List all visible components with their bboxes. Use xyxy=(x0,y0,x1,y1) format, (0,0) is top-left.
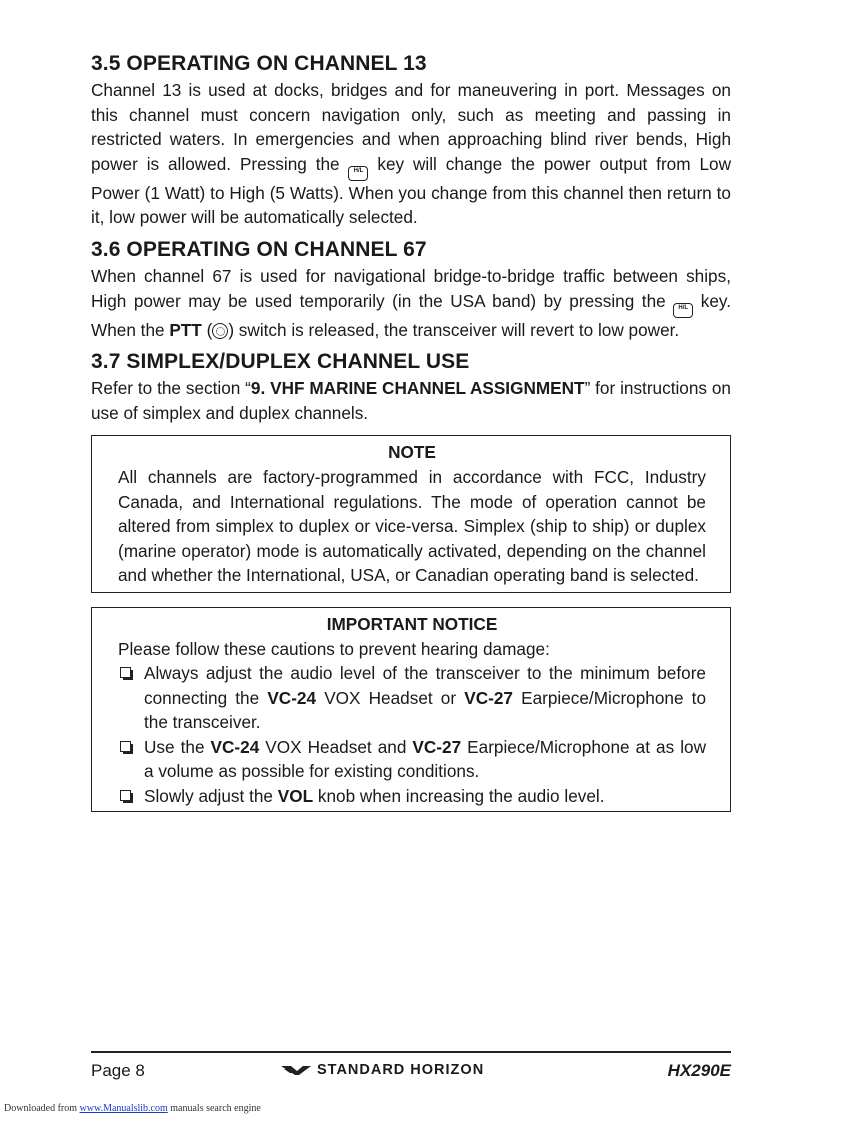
important-notice-title: IMPORTANT NOTICE xyxy=(326,613,498,634)
text-run: manuals search engine xyxy=(167,1103,261,1114)
page-content xyxy=(91,50,731,826)
text-run: Slowly adjust the xyxy=(144,786,278,807)
text-run: ( xyxy=(201,319,213,340)
hl-key-icon: H/L xyxy=(673,303,693,318)
vol-label: VOL xyxy=(277,786,314,807)
text-run: Refer to the section “ xyxy=(91,378,251,399)
model-label: VC-24 xyxy=(210,736,260,757)
text-run: When channel 67 is used for navigational bridge-to-bridge traffic between ships, High power may be used temporarily (in the USA band) by pressing the xyxy=(91,265,731,311)
caution-item xyxy=(118,661,706,735)
text-run: Earpiece/Microphone to the transceiver. xyxy=(144,687,706,733)
ptt-label: PTT xyxy=(169,319,202,340)
important-notice-box xyxy=(91,607,731,812)
caution-list xyxy=(118,661,706,809)
ptt-switch-icon xyxy=(212,323,228,339)
section-3-5-text xyxy=(91,78,731,230)
note-box xyxy=(91,435,731,593)
checkbox-bullet-icon xyxy=(120,790,131,801)
section-3-6-text xyxy=(91,264,731,342)
manualslib-link[interactable]: www.Manualslib.com xyxy=(79,1103,168,1114)
download-notice xyxy=(4,1103,261,1114)
standard-horizon-logo-icon xyxy=(281,1064,311,1076)
text-run: Earpiece/Microphone at as low a volume as possible for existing conditions. xyxy=(144,736,706,782)
text-run: ” for instructions on use of simplex and duplex channels. xyxy=(91,378,731,423)
text-run: key. When the xyxy=(91,290,731,340)
text-run: VOX Headset or xyxy=(316,687,465,708)
text-run: knob when increasing the audio level. xyxy=(313,786,605,807)
page-number: Page 8 xyxy=(91,1061,145,1080)
text-run: Always adjust the audio level of the transceiver to the minimum before connecting the xyxy=(144,663,706,708)
hl-key-icon: H/L xyxy=(348,166,368,181)
section-3-7-text xyxy=(91,376,731,425)
section-3-6-title: 3.6 OPERATING ON CHANNEL 67 xyxy=(91,237,427,261)
text-run: VOX Headset and xyxy=(259,736,413,757)
checkbox-bullet-icon xyxy=(120,741,131,752)
text-run: ) switch is released, the transceiver will revert to low power. xyxy=(228,319,680,340)
model-label: VC-24 xyxy=(267,687,317,708)
model-number: HX290E xyxy=(667,1061,731,1080)
note-text: All channels are factory-programmed in accordance with FCC, Industry Canada, and International regulations. The mode of operation cannot be altered from simplex to duplex or vice-versa. Simplex (ship to ship) or duplex (marine operator) mode is automatically activated, depending on the channel and whether the International, USA, or Canadian operating band is selected. xyxy=(118,466,706,586)
text-run: Downloaded from xyxy=(4,1103,80,1114)
section-3-5-title: 3.5 OPERATING ON CHANNEL 13 xyxy=(91,52,427,75)
note-title: NOTE xyxy=(388,442,436,463)
brand-name: STANDARD HORIZON xyxy=(317,1062,485,1078)
section-reference: 9. VHF MARINE CHANNEL ASSIGNMENT xyxy=(250,378,585,399)
caution-item xyxy=(118,784,706,809)
model-label: VC-27 xyxy=(412,736,462,757)
text-run: Use the xyxy=(144,736,211,757)
text-run: Channel 13 is used at docks, bridges and for maneuvering in port. Messages on this channel must concern navigation only, such as meeting and passing in restricted waters. In emergencies and when approaching blind river bends, High power is allowed. Pressing the xyxy=(91,80,731,174)
page-footer xyxy=(91,1051,731,1083)
checkbox-bullet-icon xyxy=(120,667,131,678)
section-3-7-title: 3.7 SIMPLEX/DUPLEX CHANNEL USE xyxy=(91,350,470,374)
caution-item xyxy=(118,735,706,784)
important-notice-intro: Please follow these cautions to prevent hearing damage: xyxy=(118,638,550,659)
model-label: VC-27 xyxy=(464,687,513,708)
text-run: key will change the power output from Low Power (1 Watt) to High (5 Watts). When you change from this channel then return to it, low power will be automatically selected. xyxy=(91,153,731,228)
brand-logo xyxy=(281,1062,484,1078)
